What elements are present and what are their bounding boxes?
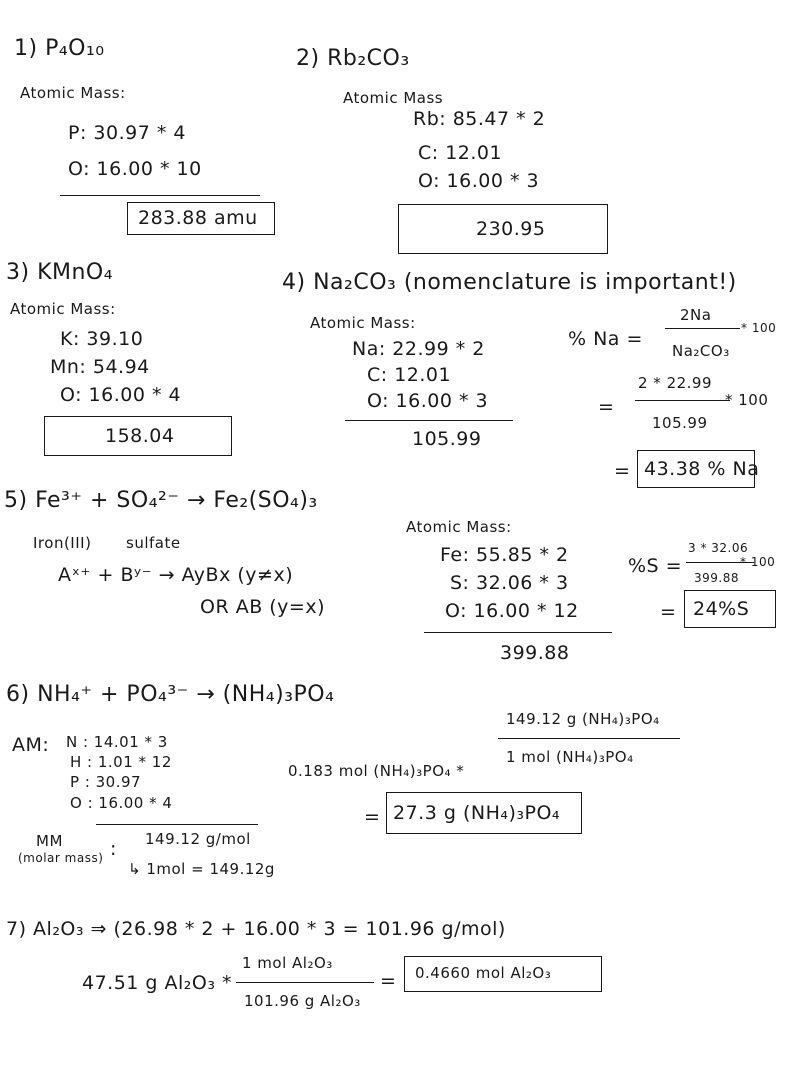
p1-title: 1) P₄O₁₀ bbox=[14, 36, 105, 61]
p5-iron-line: Fe: 55.85 * 2 bbox=[440, 544, 569, 566]
p5-fraction-denominator: 399.88 bbox=[694, 571, 739, 585]
p6-am-label: AM: bbox=[12, 734, 50, 756]
p5-fraction-times: * 100 bbox=[740, 555, 776, 569]
p1-answer: 283.88 amu bbox=[138, 207, 258, 229]
p6-title: 6) NH₄⁺ + PO₄³⁻ → (NH₄)₃PO₄ bbox=[6, 682, 335, 707]
p5-sulfur-line: S: 32.06 * 3 bbox=[450, 572, 569, 594]
p1-sum-line bbox=[60, 195, 260, 196]
p7-title: 7) Al₂O₃ ⇒ (26.98 * 2 + 16.00 * 3 = 101.96 g/mol) bbox=[6, 918, 506, 940]
p1-phosphorus-line: P: 30.97 * 4 bbox=[68, 122, 186, 144]
p5-oxygen-line: O: 16.00 * 12 bbox=[445, 600, 579, 622]
p6-given: 0.183 mol (NH₄)₃PO₄ * bbox=[288, 762, 465, 780]
p7-fraction-denominator: 101.96 g Al₂O₃ bbox=[244, 992, 361, 1010]
p3-oxygen-line: O: 16.00 * 4 bbox=[60, 384, 182, 406]
p6-molar-mass-value: 149.12 g/mol bbox=[145, 830, 251, 848]
p1-answer-box bbox=[127, 202, 275, 235]
p1-oxygen-line: O: 16.00 * 10 bbox=[68, 158, 202, 180]
p6-equals: = bbox=[364, 806, 381, 828]
p7-fraction-bar bbox=[236, 982, 374, 983]
p2-answer-box bbox=[398, 204, 608, 254]
p6-answer: 27.3 g (NH₄)₃PO₄ bbox=[393, 802, 561, 824]
p7-given: 47.51 g Al₂O₃ * bbox=[82, 972, 233, 994]
p7-answer: 0.4660 mol Al₂O₃ bbox=[415, 964, 552, 982]
p4-atomic-mass-label: Atomic Mass: bbox=[310, 314, 416, 332]
p5-iron-label: Iron(III) bbox=[33, 534, 92, 552]
p5-percent-label: %S = bbox=[628, 555, 683, 577]
p4-answer-box bbox=[637, 450, 760, 488]
p6-oxygen-line: O : 16.00 * 4 bbox=[70, 794, 173, 812]
p2-rubidium-line: Rb: 85.47 * 2 bbox=[413, 108, 546, 130]
p5-sum-line bbox=[424, 632, 612, 633]
p3-potassium-line: K: 39.10 bbox=[60, 328, 144, 350]
p6-mm-sublabel: (molar mass) bbox=[18, 851, 104, 865]
p4-title: 4) Na₂CO₃ (nomenclature is important!) bbox=[282, 270, 737, 295]
p4-fraction1-denominator: Na₂CO₃ bbox=[672, 342, 730, 360]
p5-total: 399.88 bbox=[500, 642, 570, 664]
p6-mm-label: MM bbox=[36, 832, 63, 850]
p7-equals: = bbox=[380, 970, 397, 992]
p6-nitrogen-line: N : 14.01 * 3 bbox=[66, 733, 168, 751]
p5-equals: = bbox=[660, 601, 677, 623]
p6-answer-box bbox=[386, 792, 582, 834]
p4-fraction2-numerator: 2 * 22.99 bbox=[638, 374, 713, 392]
p3-atomic-mass-label: Atomic Mass: bbox=[10, 300, 116, 318]
p6-fraction-numerator: 149.12 g (NH₄)₃PO₄ bbox=[506, 710, 660, 728]
p2-carbon-line: C: 12.01 bbox=[418, 142, 503, 164]
p5-rule2: OR AB (y=x) bbox=[200, 596, 326, 618]
p3-manganese-line: Mn: 54.94 bbox=[50, 356, 150, 378]
p5-answer-box bbox=[684, 590, 776, 628]
p7-fraction-numerator: 1 mol Al₂O₃ bbox=[242, 954, 333, 972]
p5-sulfate-label: sulfate bbox=[126, 534, 181, 552]
p1-atomic-mass-label: Atomic Mass: bbox=[20, 84, 126, 102]
p6-phosphorus-line: P : 30.97 bbox=[70, 773, 142, 791]
p2-oxygen-line: O: 16.00 * 3 bbox=[418, 170, 540, 192]
p2-atomic-mass-label: Atomic Mass bbox=[343, 89, 444, 107]
p2-answer: 230.95 bbox=[476, 218, 546, 240]
p4-percent-label: % Na = bbox=[568, 328, 643, 350]
p5-title: 5) Fe³⁺ + SO₄²⁻ → Fe₂(SO₄)₃ bbox=[4, 488, 318, 513]
p4-carbon-line: C: 12.01 bbox=[367, 364, 452, 386]
p5-fraction-numerator: 3 * 32.06 bbox=[688, 541, 749, 555]
p4-equals2: = bbox=[614, 460, 631, 482]
p4-answer: 43.38 % Na bbox=[644, 458, 760, 480]
p6-sum-line bbox=[96, 824, 258, 825]
p4-fraction2-bar bbox=[635, 400, 730, 401]
p4-fraction1-numerator: 2Na bbox=[680, 306, 712, 324]
p3-title: 3) KMnO₄ bbox=[6, 260, 114, 285]
p4-fraction1-times: * 100 bbox=[741, 321, 777, 335]
p6-fraction-denominator: 1 mol (NH₄)₃PO₄ bbox=[506, 748, 634, 766]
p5-answer: 24%S bbox=[693, 598, 750, 620]
p4-equals1: = bbox=[598, 396, 615, 418]
p4-fraction2-denominator: 105.99 bbox=[652, 414, 708, 432]
p6-hydrogen-line: H : 1.01 * 12 bbox=[70, 753, 172, 771]
p4-total: 105.99 bbox=[412, 428, 482, 450]
p5-atomic-mass-label: Atomic Mass: bbox=[406, 518, 512, 536]
p6-mol-equivalence: ↳ 1mol = 149.12g bbox=[128, 860, 275, 878]
p6-fraction-bar bbox=[498, 738, 680, 739]
p4-sum-line bbox=[345, 420, 513, 421]
p6-mm-colon: : bbox=[110, 838, 117, 860]
p5-rule1: Aˣ⁺ + Bʸ⁻ → AyBx (y≠x) bbox=[58, 564, 294, 586]
p7-answer-box bbox=[404, 956, 602, 992]
p4-oxygen-line: O: 16.00 * 3 bbox=[367, 390, 489, 412]
p4-sodium-line: Na: 22.99 * 2 bbox=[352, 338, 485, 360]
p3-answer-box bbox=[44, 416, 232, 456]
p3-answer: 158.04 bbox=[105, 425, 175, 447]
p2-title: 2) Rb₂CO₃ bbox=[296, 46, 410, 71]
p4-fraction2-times: * 100 bbox=[725, 391, 769, 409]
p4-fraction1-bar bbox=[665, 328, 740, 329]
